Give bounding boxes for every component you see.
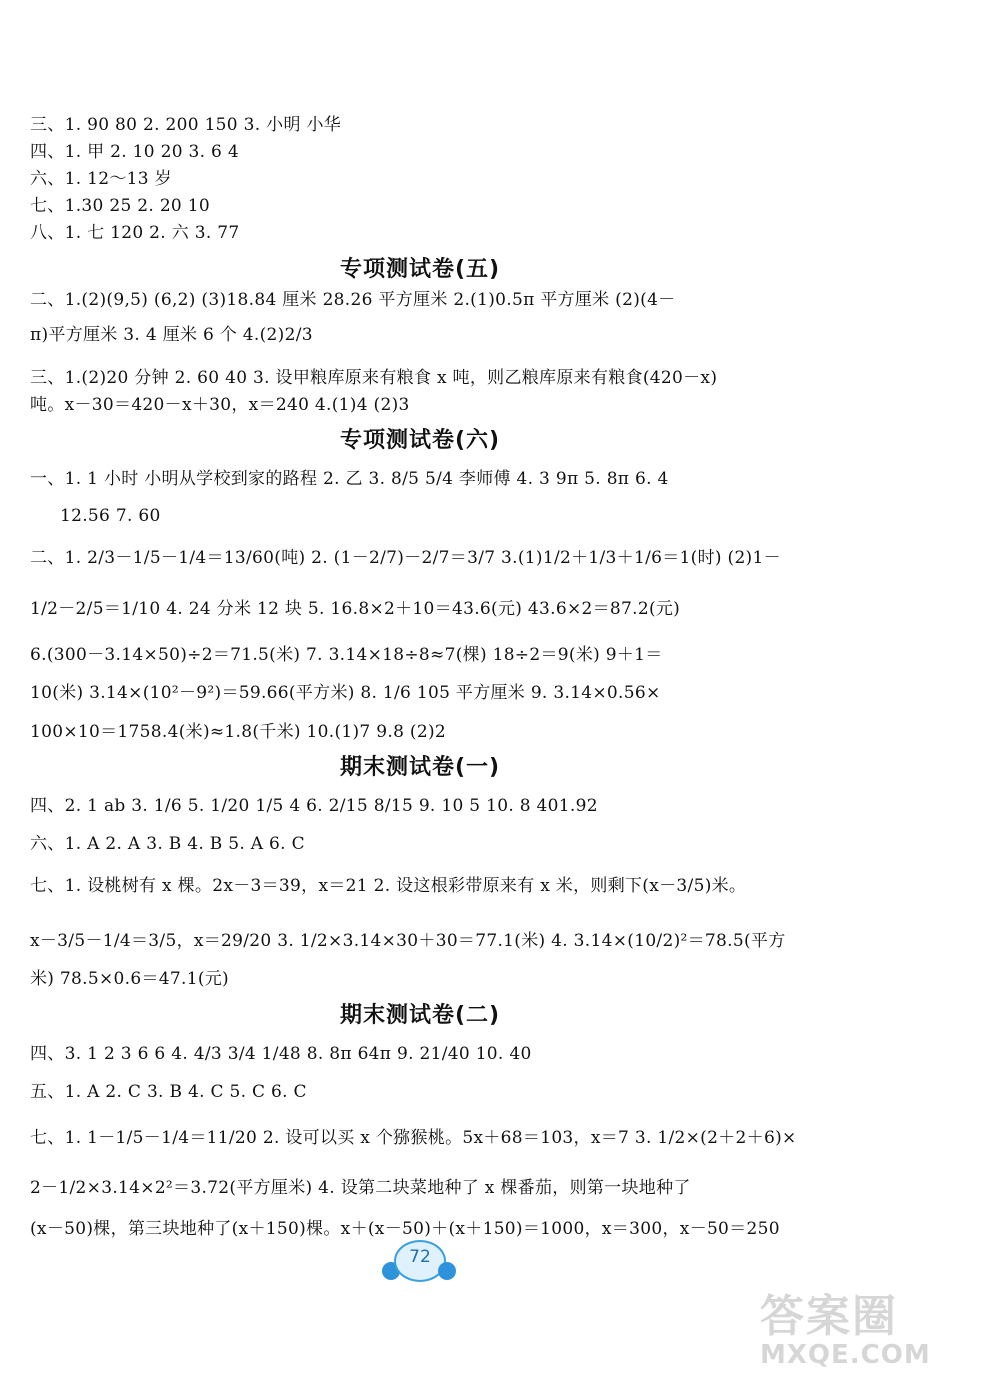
watermark-text: 答案圈	[760, 1291, 898, 1342]
section-title: 专项测试卷(五)	[339, 257, 501, 282]
answer-line: 六、1. 12～13 岁	[30, 169, 172, 189]
answer-line: 三、1. 90 80 2. 200 150 3. 小明 小华	[30, 115, 342, 135]
watermark-url: MXQE.COM	[760, 1340, 931, 1370]
section-title: 期末测试卷(一)	[339, 755, 501, 780]
answer-line: 七、1.30 25 2. 20 10	[30, 196, 210, 216]
answer-line: 吨。x－30＝420－x＋30，x＝240 4.(1)4 (2)3	[30, 395, 410, 415]
answer-line: 二、1.(2)(9,5) (6,2) (3)18.84 厘米 28.26 平方厘米 2.(1)0.5π 平方厘米 (2)(4－	[30, 290, 676, 310]
watermark-logo	[760, 1280, 995, 1370]
answer-line: 一、1. 1 小时 小明从学校到家的路程 2. 乙 3. 8/5 5/4 李师傅 4. 3 9π 5. 8π 6. 4	[30, 469, 669, 489]
answer-line: x－3/5－1/4＝3/5，x＝29/20 3. 1/2×3.14×30＋30＝77.1(米) 4. 3.14×(10/2)²＝78.5(平方	[30, 931, 786, 951]
answer-line: 米) 78.5×0.6＝47.1(元)	[30, 969, 229, 989]
answer-line: 四、2. 1 ab 3. 1/6 5. 1/20 1/5 4 6. 2/15 8/15 9. 10 5 10. 8 401.92	[30, 796, 598, 816]
answer-line: 八、1. 七 120 2. 六 3. 77	[30, 223, 240, 243]
answer-line: 1/2－2/5＝1/10 4. 24 分米 12 块 5. 16.8×2＋10＝43.6(元) 43.6×2＝87.2(元)	[30, 599, 681, 619]
answer-line: 2－1/2×3.14×2²＝3.72(平方厘米) 4. 设第二块菜地种了 x 棵番茄，则第一块地种了	[30, 1178, 691, 1198]
answer-line: 四、1. 甲 2. 10 20 3. 6 4	[30, 142, 239, 162]
answer-line: 100×10＝1758.4(米)≈1.8(千米) 10.(1)7 9.8 (2)2	[30, 722, 446, 742]
section-title: 期末测试卷(二)	[339, 1003, 501, 1028]
answer-line: 七、1. 1－1/5－1/4＝11/20 2. 设可以买 x 个猕猴桃。5x＋68＝103，x＝7 3. 1/2×(2＋2＋6)×	[30, 1128, 797, 1148]
page-number: 72	[409, 1247, 431, 1267]
section-title: 专项测试卷(六)	[339, 428, 501, 453]
answer-line: 10(米) 3.14×(10²－9²)＝59.66(平方米) 8. 1/6 105 平方厘米 9. 3.14×0.56×	[30, 683, 661, 703]
answer-line: 四、3. 1 2 3 6 6 4. 4/3 3/4 1/48 8. 8π 64π 9. 21/40 10. 40	[30, 1044, 532, 1064]
answer-line: (x－50)棵，第三块地种了(x＋150)棵。x＋(x－50)＋(x＋150)＝1000，x＝300，x－50＝250	[30, 1219, 780, 1239]
page-number-badge	[380, 1240, 460, 1284]
answer-line: π)平方厘米 3. 4 厘米 6 个 4.(2)2/3	[30, 325, 313, 345]
answer-line: 六、1. A 2. A 3. B 4. B 5. A 6. C	[30, 834, 305, 854]
answer-line: 五、1. A 2. C 3. B 4. C 5. C 6. C	[30, 1082, 307, 1102]
answer-line: 三、1.(2)20 分钟 2. 60 40 3. 设甲粮库原来有粮食 x 吨，则乙粮库原来有粮食(420－x)	[30, 368, 718, 388]
answer-line: 七、1. 设桃树有 x 棵。2x－3＝39，x＝21 2. 设这根彩带原来有 x 米，则剩下(x－3/5)米。	[30, 876, 747, 896]
answer-line: 12.56 7. 60	[60, 506, 161, 526]
answer-line: 6.(300－3.14×50)÷2＝71.5(米) 7. 3.14×18÷8≈7(棵) 18÷2＝9(米) 9＋1＝	[30, 645, 663, 665]
answer-line: 二、1. 2/3－1/5－1/4＝13/60(吨) 2. (1－2/7)－2/7＝3/7 3.(1)1/2＋1/3＋1/6＝1(时) (2)1－	[30, 548, 781, 568]
